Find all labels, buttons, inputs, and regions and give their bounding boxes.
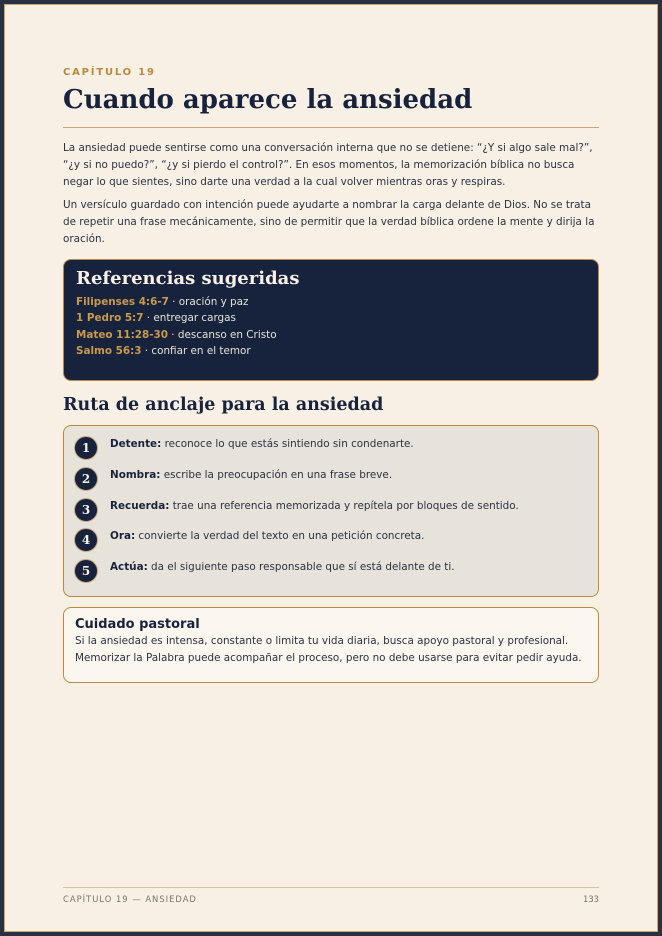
page-number: 133 (583, 894, 599, 904)
pastoral-care-text: Si la ansiedad es intensa, constante o limita tu vida diaria, busca apoyo pastoral y profesional. Memorizar la Palabra puede acompañar el proceso, pero no debe usarse para evitar pedir ayuda. (75, 635, 582, 664)
step-text (110, 559, 455, 575)
page (4, 4, 658, 932)
reference-note: · oración y paz (168, 296, 249, 308)
footer-chapter: CAPÍTULO 19 — ANSIEDAD (63, 894, 197, 904)
reference-note: · descanso en Cristo (167, 328, 277, 341)
route-step (74, 498, 584, 522)
reference-item (76, 294, 586, 310)
step-number-badge: 3 (74, 498, 98, 522)
reference-item (76, 343, 586, 359)
step-text (110, 528, 424, 544)
chapter-title: Cuando aparece la ansiedad (63, 85, 473, 115)
intro-paragraph-2: Un versículo guardado con intención puede ayudarte a nombrar la carga delante de Dios. No se trata de repetir una frase mecánicamente, sino de permitir que la verdad bíblica ordene la mente y dirija la oración. (63, 199, 595, 245)
reference-note: · confiar en el temor (141, 345, 251, 358)
reference-item (76, 327, 586, 343)
chapter-label: CAPÍTULO 19 (63, 67, 156, 78)
step-description: convierte la verdad del texto en una petición concreta. (135, 530, 425, 542)
footer-divider (63, 887, 599, 888)
route-step (74, 467, 584, 491)
reference-item (76, 310, 586, 326)
route-title: Ruta de anclaje para la ansiedad (63, 395, 384, 415)
references-box (63, 259, 599, 381)
reference-citation: Mateo 11:28-30 (76, 328, 168, 341)
step-text (110, 436, 414, 452)
step-description: da el siguiente paso responsable que sí está delante de ti. (147, 561, 455, 573)
step-text (110, 467, 392, 483)
reference-note: · entregar cargas (143, 312, 236, 325)
step-description: trae una referencia memorizada y repítela por bloques de sentido. (169, 500, 519, 512)
pastoral-care-box (63, 607, 599, 683)
title-divider (63, 127, 599, 128)
route-step (74, 528, 584, 552)
step-description: escribe la preocupación en una frase breve. (160, 469, 393, 481)
step-label: Ora: (110, 530, 136, 542)
reference-citation: 1 Pedro 5:7 (76, 312, 144, 325)
step-label: Detente: (110, 438, 162, 450)
step-number-badge: 1 (74, 436, 98, 460)
route-step (74, 436, 584, 460)
references-title: Referencias sugeridas (76, 268, 300, 289)
reference-citation: Salmo 56:3 (76, 345, 142, 358)
step-description: reconoce lo que estás sintiendo sin condenarte. (161, 438, 414, 450)
step-label: Nombra: (110, 469, 161, 481)
step-number-badge: 4 (74, 528, 98, 552)
intro-paragraph-1: La ansiedad puede sentirse como una conversación interna que no se detiene: “¿Y si algo sale mal?”, “¿y si no puedo?”, “¿y si pierdo el control?”. En esos momentos, la memorización bíblica no busca negar lo que sientes, sino darte una verdad a la cual volver mientras oras y respiras. (63, 142, 593, 188)
step-label: Recuerda: (110, 500, 170, 512)
route-steps-box (63, 425, 599, 597)
pastoral-care-title: Cuidado pastoral (75, 617, 200, 632)
reference-citation: Filipenses 4:6-7 (76, 296, 169, 308)
step-label: Actúa: (110, 561, 148, 573)
route-step (74, 559, 584, 583)
step-number-badge: 5 (74, 559, 98, 583)
step-text (110, 498, 519, 514)
step-number-badge: 2 (74, 467, 98, 491)
